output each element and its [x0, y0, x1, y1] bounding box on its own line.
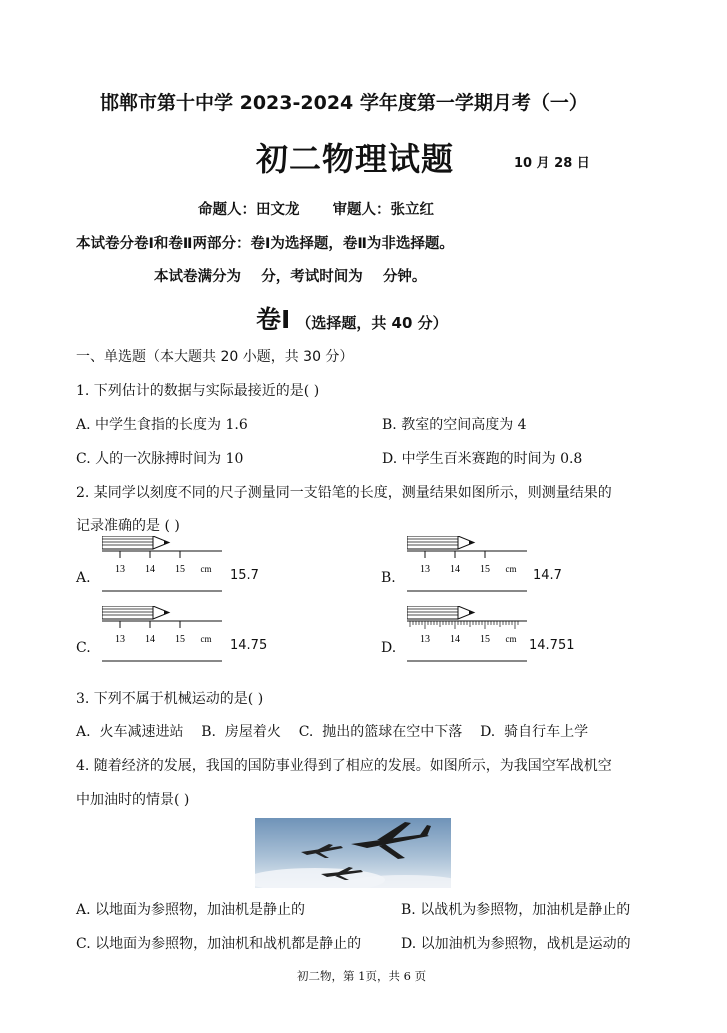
- q4-option-a: A. 以地面为参照物，加油机是静止的: [76, 902, 306, 918]
- ruler-figure-d: [407, 606, 532, 666]
- ruler-figure-a: [102, 536, 227, 596]
- option-letter: A.: [76, 570, 91, 586]
- unit-label: cm: [505, 564, 517, 574]
- millimetre-ticks: [410, 621, 518, 629]
- measurement-reading: 14.7: [533, 568, 562, 583]
- q4-stem-line-2: 中加油时的情景( ): [76, 792, 190, 808]
- option-letter: D.: [381, 640, 397, 656]
- unit-label: cm: [505, 634, 517, 644]
- tick-label: 14: [450, 564, 460, 575]
- q1-stem: 1. 下列估计的数据与实际最接近的是( ): [76, 383, 320, 399]
- tick-label: 14: [145, 564, 155, 575]
- q2-stem-line-1: 2. 某同学以刻度不同的尺子测量同一支铅笔的长度，测量结果如图所示，则测量结果的: [76, 485, 612, 501]
- q1-option-a: A. 中学生食指的长度为 1.6: [76, 417, 248, 433]
- q3-options: A. 火车减速进站 B. 房屋着火 C. 抛出的篮球在空中下落 D. 骑自行车上学: [76, 724, 589, 740]
- author: 命题人：田文龙: [198, 202, 300, 218]
- tick-label: 13: [115, 634, 125, 645]
- reviewer: 审题人：张立红: [332, 202, 435, 218]
- q2-stem-line-2: 记录准确的是 ( ): [76, 518, 180, 534]
- header-title: 邯郸市第十中学 2023-2024 学年度第一学期月考（一）: [100, 92, 588, 114]
- tick-label: 15: [175, 634, 185, 645]
- refueling-photo: [255, 818, 451, 888]
- unit-label: cm: [200, 564, 212, 574]
- section-heading: 一、单选题（本大题共 20 小题，共 30 分）: [76, 349, 354, 365]
- tick-label: 14: [450, 634, 460, 645]
- q3-stem: 3. 下列不属于机械运动的是( ): [76, 691, 264, 707]
- pencil-icon: [407, 536, 474, 549]
- page-footer: 初二物，第 1页，共 6 页: [297, 969, 427, 983]
- pencil-icon: [407, 606, 474, 619]
- volume-title: 卷Ⅰ: [256, 305, 291, 334]
- ruler-figure-c: [102, 606, 227, 666]
- tick-label: 15: [480, 634, 490, 645]
- tick-label: 13: [420, 634, 430, 645]
- volume-heading: [256, 300, 448, 336]
- tick-label: 13: [420, 564, 430, 575]
- intro-line-2: 本试卷满分为 分，考试时间为 分钟。: [154, 269, 427, 285]
- authors-line: [198, 198, 462, 219]
- volume-subtitle: （选择题，共 40 分）: [296, 314, 448, 332]
- measurement-reading: 15.7: [230, 568, 259, 583]
- pencil-icon: [102, 536, 169, 549]
- unit-label: cm: [200, 634, 212, 644]
- tick-label: 13: [115, 564, 125, 575]
- measurement-reading: 14.75: [230, 638, 268, 653]
- option-letter: B.: [381, 570, 396, 586]
- pencil-icon: [102, 606, 169, 619]
- main-title: 初二物理试题: [256, 140, 455, 178]
- q1-option-d: D. 中学生百米赛跑的时间为 0.8: [382, 451, 583, 467]
- q1-option-b: B. 教室的空间高度为 4: [382, 417, 527, 433]
- q4-option-d: D. 以加油机为参照物，战机是运动的: [401, 936, 631, 952]
- ruler-figure-b: [407, 536, 532, 596]
- q4-stem-line-1: 4. 随着经济的发展，我国的国防事业得到了相应的发展。如图所示，为我国空军战机空: [76, 758, 612, 774]
- tick-label: 14: [145, 634, 155, 645]
- tick-label: 15: [175, 564, 185, 575]
- q4-option-b: B. 以战机为参照物，加油机是静止的: [401, 902, 631, 918]
- option-letter: C.: [76, 640, 91, 656]
- exam-date: 10 月 28 日: [514, 156, 590, 171]
- intro-line-1: 本试卷分卷Ⅰ和卷Ⅱ两部分：卷Ⅰ为选择题，卷Ⅱ为非选择题。: [76, 236, 454, 252]
- tick-label: 15: [480, 564, 490, 575]
- q1-option-c: C. 人的一次脉搏时间为 10: [76, 451, 244, 467]
- q4-option-c: C. 以地面为参照物，加油机和战机都是静止的: [76, 936, 362, 952]
- measurement-reading: 14.751: [529, 638, 575, 653]
